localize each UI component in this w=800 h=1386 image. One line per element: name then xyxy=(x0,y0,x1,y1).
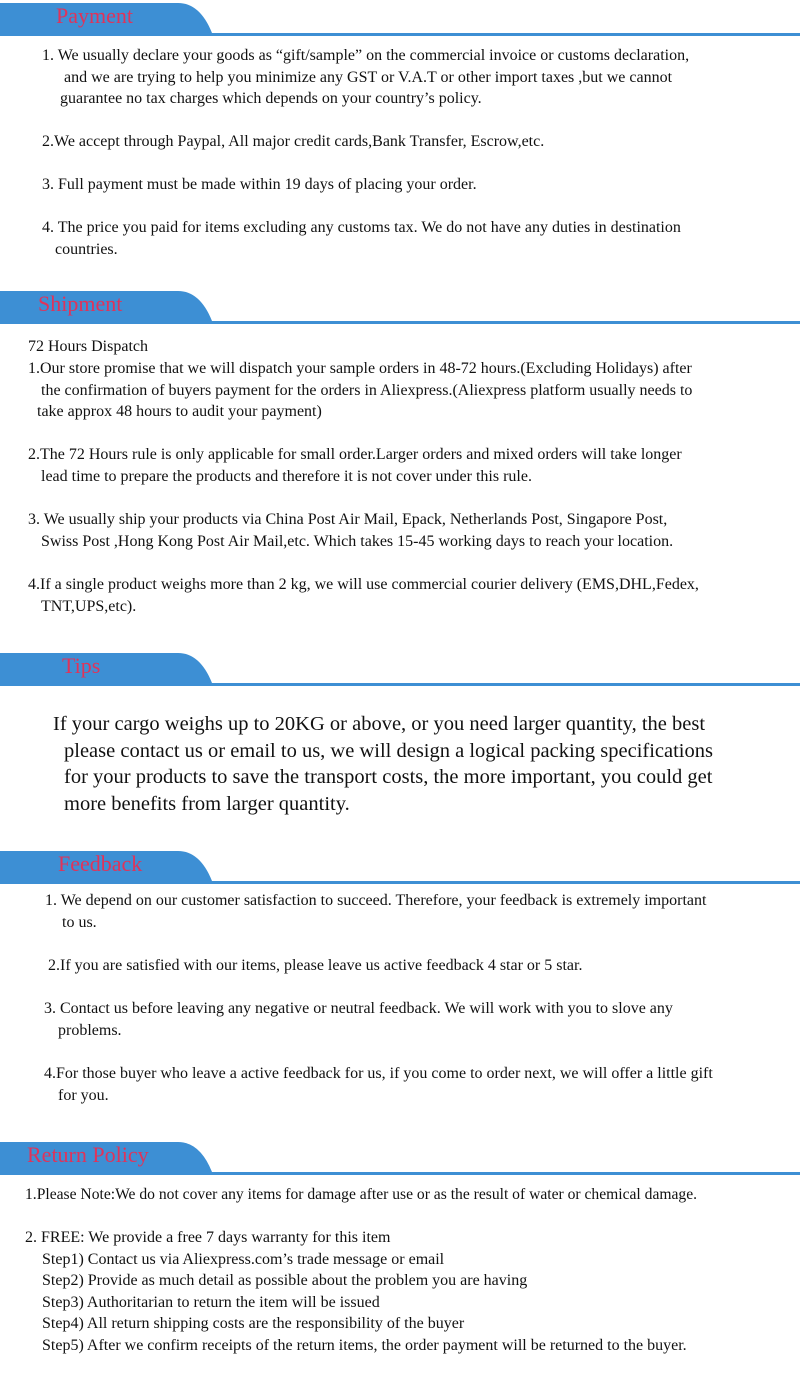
tips-line-2: please contact us or email to us, we will design a logical packing specifications xyxy=(64,739,713,762)
shipment-item-1-line-1: 1.Our store promise that we will dispatch your sample orders in 48-72 hours.(Excluding Holidays) after xyxy=(28,360,692,377)
return-step-5: Step5) After we confirm receipts of the return items, the order payment will be returned to the buyer. xyxy=(42,1336,687,1354)
return-item-2-line-1: 2. FREE: We provide a free 7 days warranty for this item xyxy=(25,1229,391,1246)
tips-line-1: If your cargo weighs up to 20KG or above, or you need larger quantity, the best xyxy=(53,713,706,735)
shipment-item-3-line-2: Swiss Post ,Hong Kong Post Air Mail,etc. Which takes 15-45 working days to reach your location. xyxy=(41,532,674,550)
tips-title: Tips xyxy=(62,653,101,678)
shipment-item-3-line-1: 3. We usually ship your products via China Post Air Mail, Epack, Netherlands Post, Singapore Post, xyxy=(28,511,668,528)
return-step-2: Step2) Provide as much detail as possible about the problem you are having xyxy=(42,1272,528,1289)
feedback-item-1-line-2: to us. xyxy=(62,913,97,931)
return-step-3: Step3) Authoritarian to return the item will be issued xyxy=(42,1293,380,1311)
payment-item-4-line-2: countries. xyxy=(55,240,118,258)
payment-item-3-line-1: 3. Full payment must be made within 19 days of placing your order. xyxy=(42,176,477,193)
shipment-item-4 xyxy=(28,574,699,617)
shipment-item-2-line-1: 2.The 72 Hours rule is only applicable for small order.Larger orders and mixed orders will take longer xyxy=(28,446,682,463)
tips-banner xyxy=(0,650,800,688)
payment-item-4 xyxy=(42,217,681,260)
feedback-item-1-line-1: 1. We depend on our customer satisfaction to succeed. Therefore, your feedback is extremely important xyxy=(45,892,707,909)
payment-item-1-line-2: and we are trying to help you minimize any GST or V.A.T or other import taxes ,but we cannot xyxy=(64,68,673,86)
return-policy-title: Return Policy xyxy=(27,1142,149,1167)
return-step-4: Step4) All return shipping costs are the responsibility of the buyer xyxy=(42,1315,465,1332)
feedback-banner xyxy=(0,848,800,886)
feedback-item-2 xyxy=(48,955,582,977)
shipment-section xyxy=(0,288,800,326)
payment-item-3 xyxy=(42,174,477,196)
shipment-heading: 72 Hours Dispatch xyxy=(28,338,148,355)
feedback-item-3-line-2: problems. xyxy=(58,1021,122,1039)
tips-line-4: more benefits from larger quantity. xyxy=(64,792,350,815)
shipment-title: Shipment xyxy=(38,291,123,316)
shipment-item-3 xyxy=(28,509,673,552)
tips-banner-shape xyxy=(0,650,800,688)
payment-item-1-line-1: 1. We usually declare your goods as “gift/sample” on the commercial invoice or customs declaration, xyxy=(42,47,690,64)
shipment-item-4-line-2: TNT,UPS,etc). xyxy=(41,597,137,615)
feedback-item-1 xyxy=(45,890,706,933)
payment-item-2 xyxy=(42,131,544,153)
payment-item-4-line-1: 4. The price you paid for items excluding any customs tax. We do not have any duties in destination xyxy=(42,219,681,236)
return-item-1-line-1: 1.Please Note:We do not cover any items for damage after use or as the result of water or chemical damage. xyxy=(25,1186,698,1203)
tips-section xyxy=(0,650,800,688)
feedback-item-4-line-1: 4.For those buyer who leave a active feedback for us, if you come to order next, we will offer a little gift xyxy=(44,1065,713,1082)
return-step-1: Step1) Contact us via Aliexpress.com’s trade message or email xyxy=(42,1250,445,1268)
payment-item-2-line-1: 2.We accept through Paypal, All major credit cards,Bank Transfer, Escrow,etc. xyxy=(42,133,545,150)
feedback-title: Feedback xyxy=(58,851,143,876)
feedback-item-4-line-2: for you. xyxy=(58,1086,109,1104)
return-item-2 xyxy=(25,1227,687,1356)
payment-item-1-line-3: guarantee no tax charges which depends on your country’s policy. xyxy=(60,90,482,107)
shipment-item-2 xyxy=(28,444,682,487)
payment-section xyxy=(0,0,800,258)
feedback-item-3-line-1: 3. Contact us before leaving any negative or neutral feedback. We will work with you to slove any xyxy=(44,1000,673,1017)
payment-title: Payment xyxy=(56,3,133,28)
return-item-1 xyxy=(25,1184,697,1206)
payment-banner xyxy=(0,0,800,38)
shipment-item-4-line-1: 4.If a single product weighs more than 2 kg, we will use commercial courier delivery (EMS,DHL,Fedex, xyxy=(28,576,699,593)
feedback-item-4 xyxy=(44,1063,713,1106)
tips-line-3: for your products to save the transport costs, the more important, you could get xyxy=(64,766,713,788)
shipment-item-2-line-2: lead time to prepare the products and therefore it is not cover under this rule. xyxy=(41,467,532,485)
return-policy-section xyxy=(0,1139,800,1177)
feedback-item-3 xyxy=(44,998,673,1041)
payment-item-1 xyxy=(42,45,689,110)
tips-text xyxy=(53,711,713,817)
feedback-item-2-line-1: 2.If you are satisfied with our items, please leave us active feedback 4 star or 5 star. xyxy=(48,957,583,974)
feedback-section xyxy=(0,848,800,886)
shipment-item-1-line-3: take approx 48 hours to audit your payment) xyxy=(37,403,322,420)
shipment-item-1-line-2: the confirmation of buyers payment for the orders in Aliexpress.(Aliexpress platform usually needs to xyxy=(41,381,693,399)
shipment-banner xyxy=(0,288,800,326)
shipment-item-1 xyxy=(28,358,692,423)
return-policy-banner xyxy=(0,1139,800,1177)
